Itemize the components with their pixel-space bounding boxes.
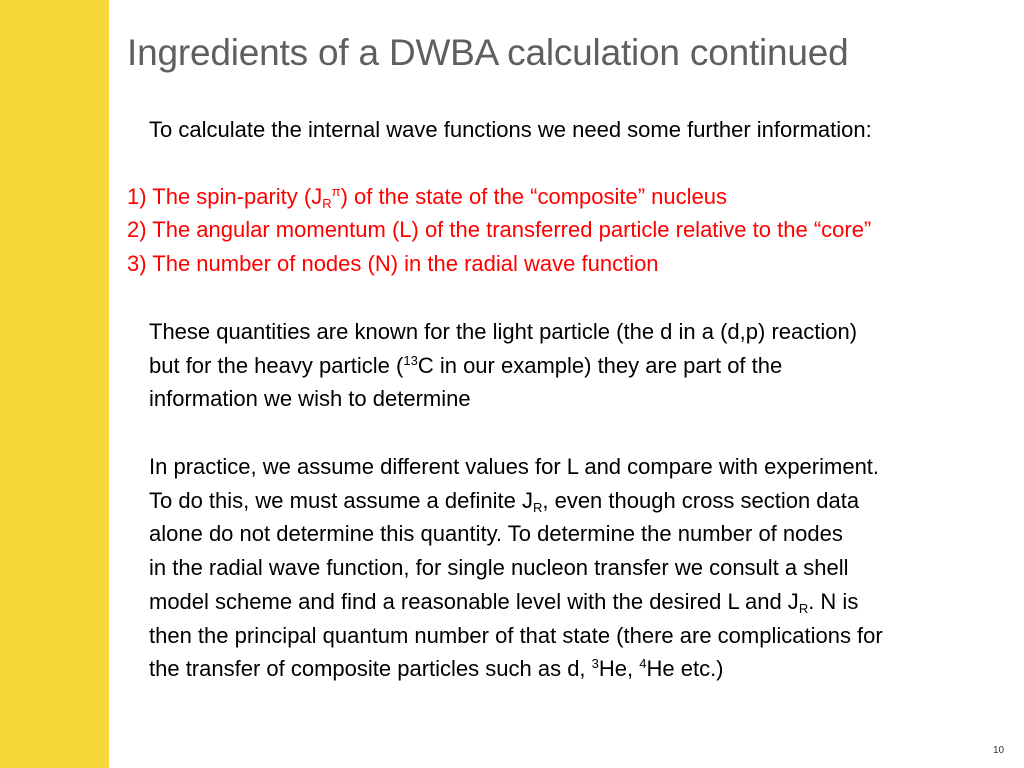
para2-line7: the transfer of composite particles such as d, $^3$He, $^4$He etc.)	[149, 656, 724, 681]
sidebar-accent	[0, 0, 109, 768]
para1-line3: information we wish to determine	[149, 386, 471, 411]
para2-line2: To do this, we must assume a definite $J_R$, even though cross section data	[149, 488, 860, 515]
intro-text: To calculate the internal wave functions we need some further information:	[149, 117, 872, 142]
page-number: 10	[993, 745, 1005, 756]
para1-line2: but for the heavy particle ($^{13}$C in our example) they are part of the	[149, 353, 783, 378]
para2-line4: in the radial wave function, for single nucleon transfer we consult a shell	[149, 555, 849, 580]
para2-line5: model scheme and find a reasonable level with the desired L and $J_R$. N is	[149, 589, 859, 616]
para2-line1: In practice, we assume different values for L and compare with experiment.	[149, 454, 880, 479]
para2-line3: alone do not determine this quantity. To determine the number of nodes	[149, 521, 843, 546]
list-item-1: 1) The spin-parity $(J_R^\pi)$ of the state of the “composite” nucleus	[127, 184, 728, 211]
para2-line6: then the principal quantum number of that state (there are complications for	[149, 623, 883, 648]
list-item-2: 2) The angular momentum (L) of the transferred particle relative to the “core”	[127, 217, 872, 242]
slide-title: Ingredients of a DWBA calculation continued	[127, 32, 849, 73]
para1-line1: These quantities are known for the light particle (the d in a (d,p) reaction)	[149, 319, 858, 344]
list-item-3: 3) The number of nodes (N) in the radial wave function	[127, 251, 659, 276]
